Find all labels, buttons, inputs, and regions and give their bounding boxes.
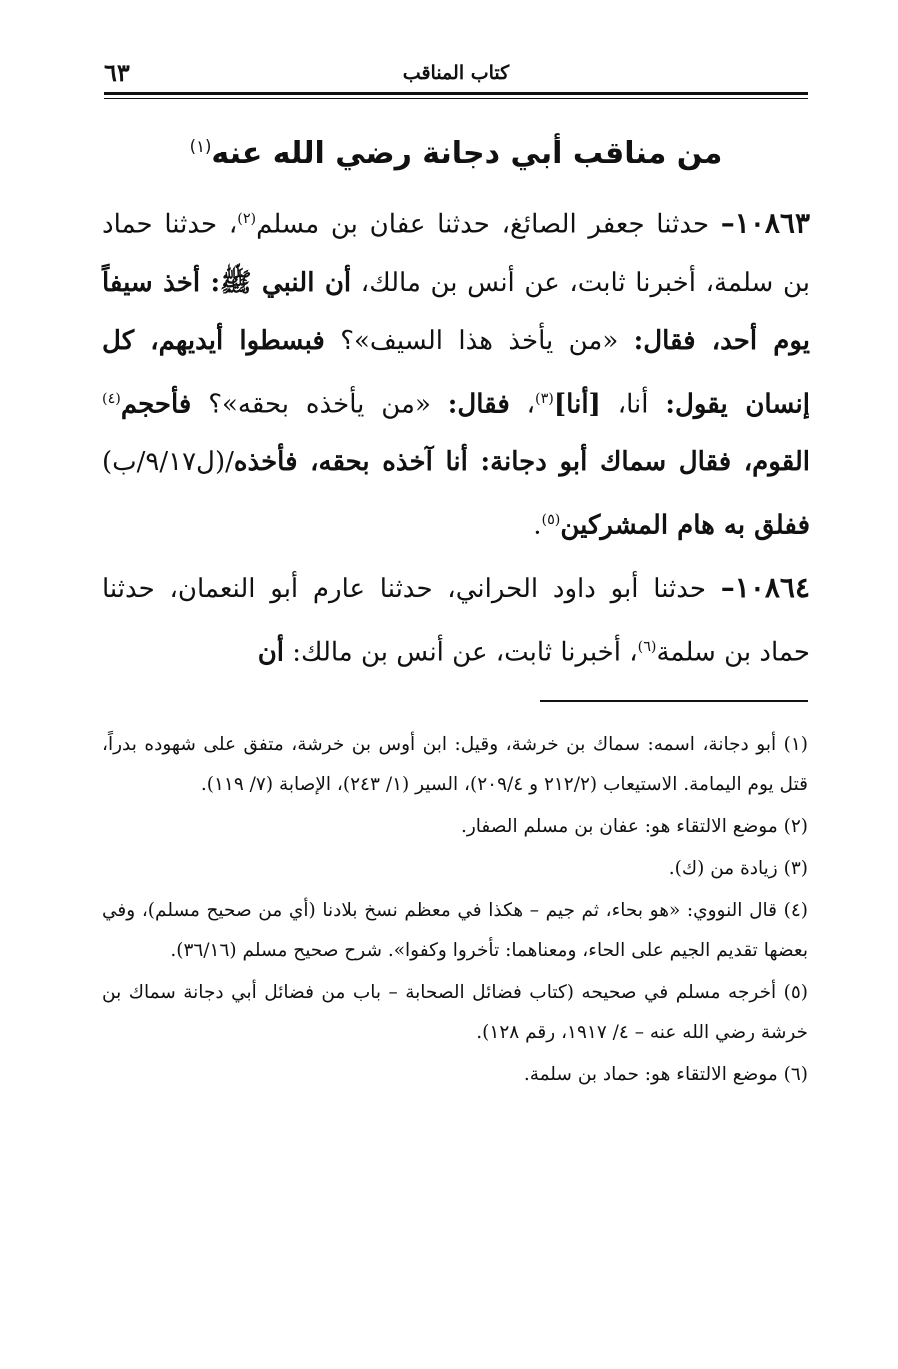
bold-segment: أن [257, 637, 285, 668]
footnote-ref: (١) [189, 137, 212, 156]
text-segment: ، أخبرنا ثابت، عن أنس بن مالك: [284, 637, 638, 668]
footnote-3: (٣) زيادة من (ك). [668, 858, 808, 879]
text-segment: حدثنا جعفر الصائغ، حدثنا عفان بن مسلم [256, 209, 721, 240]
header-rule-thin [104, 98, 808, 99]
header-rule-thick [104, 92, 808, 95]
body-text [102, 190, 810, 686]
quote-segment: «من يأخذ هذا السيف»؟ [324, 325, 634, 356]
hadith-number: ١٠٨٦٣ [734, 206, 810, 240]
footnote-ref: (٤) [102, 390, 121, 407]
hadith-number: ١٠٨٦٤ [734, 570, 810, 604]
footnote-5: (٥) أخرجه مسلم في صحيحه (كتاب فضائل الصحابة – باب من فضائل أبي دجانة سماك بن خرشة رضي الله عنه – ٤/ ١٩١٧، رقم ١٢٨). [102, 982, 808, 1043]
footnote-2: (٢) موضع الالتقاء هو: عفان بن مسلم الصفار. [460, 816, 808, 837]
hadith-dash: – [720, 570, 735, 604]
quote-segment: «من يأخذه بحقه»؟ [191, 389, 448, 420]
bold-segment: فبسطوا أيديهم، كل إنسان يقول: [102, 325, 811, 420]
bold-segment: القوم، فقال سماك أبو دجانة: أنا آخذه بحقه، فأخذه [233, 447, 810, 478]
chapter-title [104, 136, 808, 171]
text-segment: . [533, 510, 542, 541]
bold-segment: [أنا] [553, 389, 601, 420]
text-segment: حدثنا أبو داود الحراني، حدثنا عارم أبو النعمان، حدثنا حماد بن سلمة [102, 573, 810, 668]
page-number: ٦٣ [104, 58, 130, 87]
chapter-title-text: من مناقب أبي دجانة رضي الله عنه [211, 136, 723, 171]
page-header [104, 60, 808, 94]
footnote-separator [540, 700, 808, 702]
text-segment: ، [509, 389, 536, 420]
footnotes [102, 725, 808, 1097]
hadith-10863 [102, 190, 810, 555]
hadith-dash: – [720, 206, 735, 240]
footnote-ref: (٣) [535, 390, 554, 407]
running-title: كتاب المناقب [402, 62, 510, 84]
text-segment: ، حدثنا حماد بن سلمة، أخبرنا ثابت، عن أنس بن مالك، [102, 209, 810, 298]
footnote-6: (٦) موضع الالتقاء هو: حماد بن سلمة. [523, 1064, 808, 1085]
hadith-10864 [102, 559, 810, 682]
bold-segment: فأحجم [120, 389, 192, 420]
footnote-1: (١) أبو دجانة، اسمه: سماك بن خرشة، وقيل: ابن أوس بن خرشة، متفق على شهوده بدراً، قتل يوم اليمامة. الاستيعاب (٢١٢/٢ و ٢٠٩/٤)، السير (١/ ٢٤٣)، الإصابة (٧/ ١١٩). [102, 734, 808, 795]
bold-segment: أن النبي ﷺ: أخذ سيفاً يوم أحد، فقال: [102, 267, 810, 356]
footnote-ref: (٦) [637, 638, 657, 655]
footnote-4: (٤) قال النووي: «هو بحاء، ثم جيم – هكذا في معظم نسخ بلادنا (أي من صحيح مسلم)، وفي بعضها تقديم الجيم على الحاء، ومعناهما: تأخروا وكفوا». شرح صحيح مسلم (٣٦/١٦). [102, 900, 808, 961]
bold-segment: فقال: [447, 389, 510, 420]
footnote-ref: (٥) [541, 512, 561, 529]
manuscript-ref: /(ل٩/١٧/ب) [102, 447, 234, 478]
bold-segment: ففلق به هام المشركين [560, 510, 810, 541]
text-segment: أنا، [600, 389, 666, 420]
footnote-ref: (٢) [237, 211, 257, 227]
